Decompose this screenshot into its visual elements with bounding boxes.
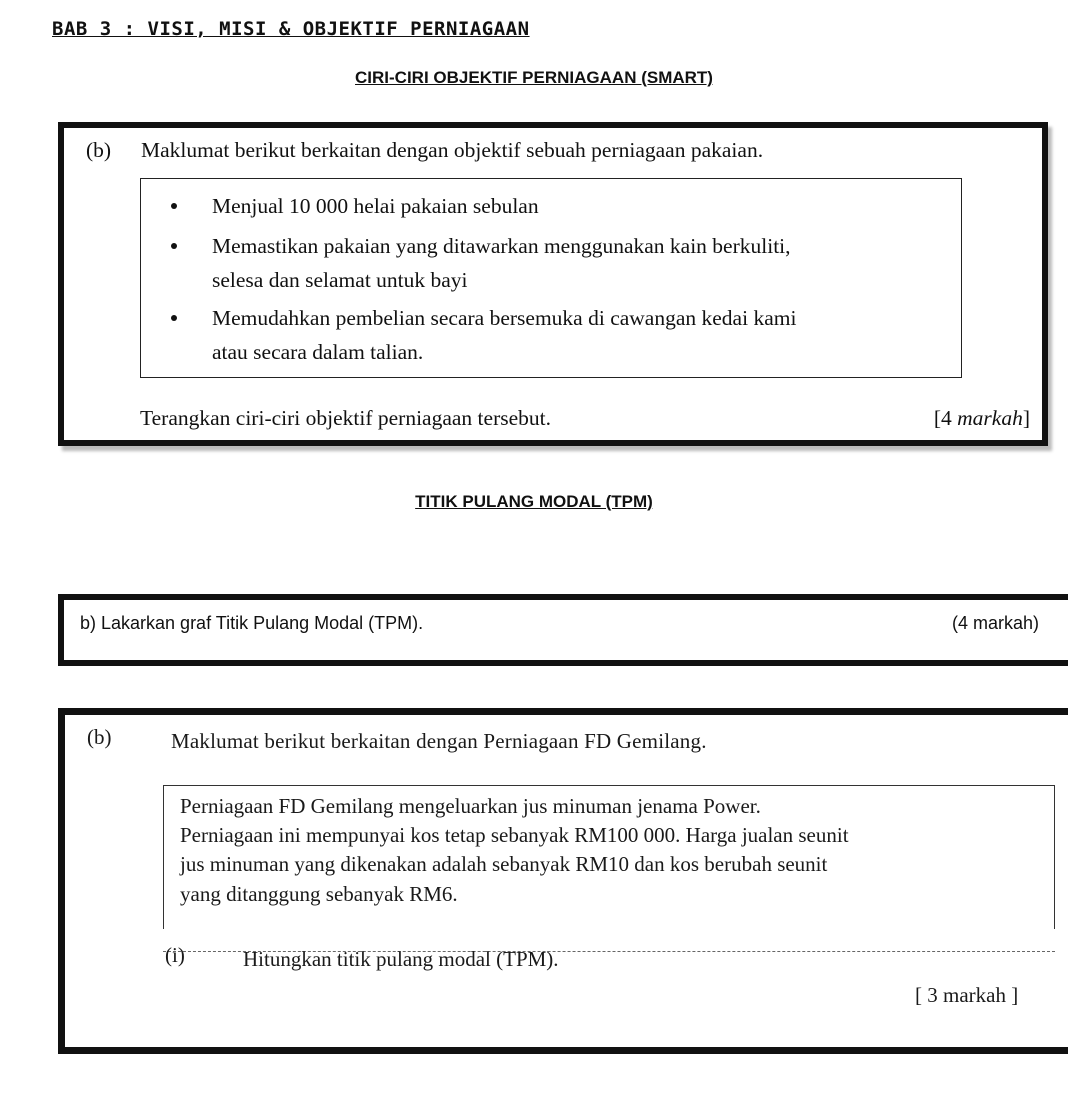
chapter-title: BAB 3 : VISI, MISI & OBJEKTIF PERNIAGAAN bbox=[52, 18, 530, 40]
question-intro: Maklumat berikut berkaitan dengan objektif sebuah perniagaan pakaian. bbox=[141, 138, 764, 162]
bullet-icon bbox=[171, 203, 177, 209]
question-text: b) Lakarkan graf Titik Pulang Modal (TPM). bbox=[80, 613, 424, 633]
list-item-text: Menjual 10 000 helai pakaian sebulan bbox=[212, 194, 539, 218]
question-box-tpm bbox=[58, 708, 1068, 1054]
list-item-text: atau secara dalam talian. bbox=[212, 340, 424, 364]
business-info-box bbox=[163, 785, 1055, 929]
info-line: yang ditanggung sebanyak RM6. bbox=[180, 882, 458, 906]
section-title-smart: CIRI-CIRI OBJEKTIF PERNIAGAAN (SMART) bbox=[355, 68, 713, 87]
sub-question-text: Hitungkan titik pulang modal (TPM). bbox=[243, 947, 559, 971]
info-line: Perniagaan FD Gemilang mengeluarkan jus minuman jenama Power. bbox=[180, 794, 761, 818]
sub-question-label: (i) bbox=[165, 943, 185, 967]
bullet-icon bbox=[171, 243, 177, 249]
bullet-icon bbox=[171, 315, 177, 321]
question-box-graph bbox=[58, 594, 1068, 666]
question-instruction: Terangkan ciri-ciri objektif perniagaan tersebut. bbox=[140, 406, 551, 430]
list-item-text: Memastikan pakaian yang ditawarkan menggunakan kain berkuliti, bbox=[212, 234, 791, 258]
info-line: Perniagaan ini mempunyai kos tetap sebanyak RM100 000. Harga jualan seunit bbox=[180, 823, 849, 847]
info-line: jus minuman yang dikenakan adalah sebanyak RM10 dan kos berubah seunit bbox=[180, 852, 828, 876]
objectives-box bbox=[140, 178, 962, 378]
question-label: (b) bbox=[86, 138, 112, 162]
question-box-smart bbox=[58, 122, 1048, 446]
section-title-tpm: TITIK PULANG MODAL (TPM) bbox=[415, 492, 653, 511]
marks-label: [4 markah] bbox=[933, 406, 1030, 430]
marks-label: [ 3 markah ] bbox=[915, 983, 1019, 1007]
list-item-text: selesa dan selamat untuk bayi bbox=[212, 268, 468, 292]
list-item-text: Memudahkan pembelian secara bersemuka di cawangan kedai kami bbox=[212, 306, 797, 330]
marks-label: (4 markah) bbox=[952, 613, 1040, 633]
question-intro: Maklumat berikut berkaitan dengan Perniagaan FD Gemilang. bbox=[171, 729, 707, 753]
question-label: (b) bbox=[87, 725, 112, 749]
